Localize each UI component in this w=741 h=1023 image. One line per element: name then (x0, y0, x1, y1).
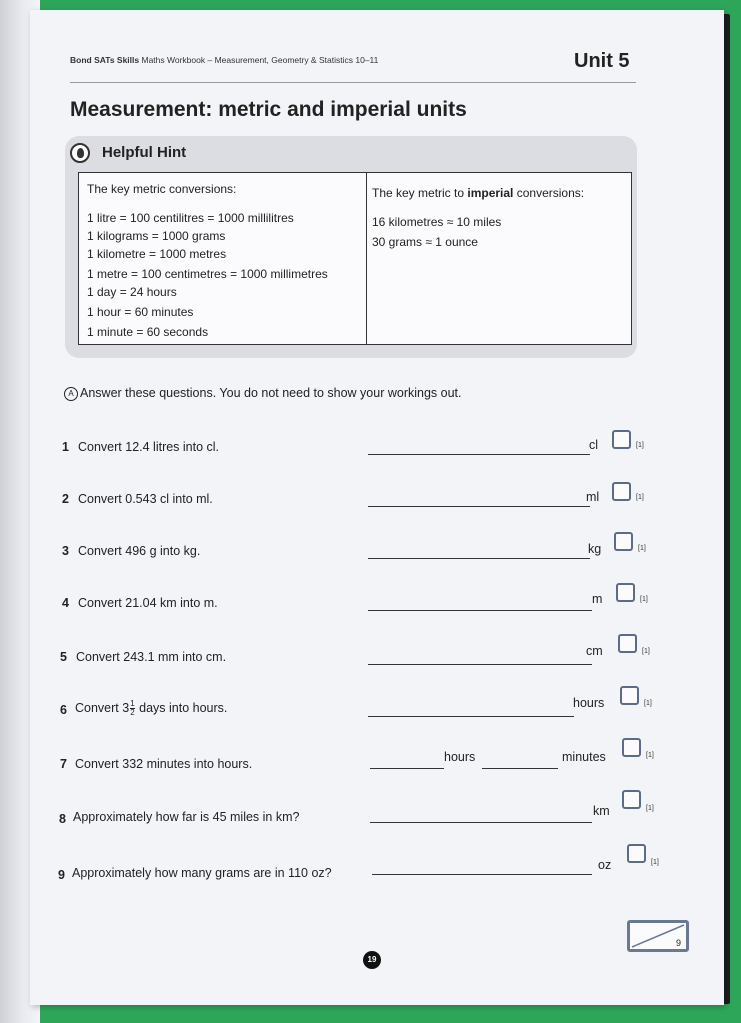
mark-value: [1] (646, 805, 654, 812)
answer-line-hours[interactable] (370, 768, 444, 769)
metric-conversion: 1 hour = 60 minutes (87, 305, 194, 319)
answer-unit-hours: hours (444, 750, 476, 764)
question-number: 4 (62, 596, 69, 610)
answer-unit-minutes: minutes (562, 750, 606, 764)
question-text: Convert 0.543 cl into ml. (78, 492, 213, 506)
answer-unit: cl (589, 438, 599, 452)
mark-box[interactable] (627, 844, 646, 863)
mark-box[interactable] (622, 738, 641, 757)
answer-unit: oz (598, 858, 612, 872)
running-head (70, 55, 590, 65)
imperial-conversion: 16 kilometres ≈ 10 miles (372, 215, 502, 229)
book-title: Bond SATs Skills (70, 55, 140, 65)
answer-unit: kg (588, 542, 602, 556)
mark-box[interactable] (612, 482, 631, 501)
table-divider (366, 173, 367, 344)
question-text: Approximately how far is 45 miles in km? (73, 810, 300, 824)
answer-line[interactable] (368, 454, 590, 455)
question-text: Convert 332 minutes into hours. (75, 757, 253, 771)
total-score-box[interactable] (627, 920, 689, 952)
mark-value: [1] (644, 700, 652, 707)
answer-line-minutes[interactable] (482, 768, 558, 769)
answer-unit: km (593, 804, 610, 818)
question-text: Convert 243.1 mm into cm. (76, 650, 227, 664)
metric-conversion: 1 day = 24 hours (87, 285, 177, 299)
answer-line[interactable] (368, 610, 592, 611)
mark-box[interactable] (618, 634, 637, 653)
question-number: 7 (60, 757, 67, 771)
answer-line[interactable] (372, 874, 592, 875)
lightbulb-icon (70, 143, 90, 163)
metric-conversion: 1 kilometre = 1000 metres (87, 247, 227, 261)
mark-value: [1] (638, 545, 646, 552)
mark-value: [1] (642, 648, 650, 655)
mark-box[interactable] (620, 686, 639, 705)
answer-unit: ml (586, 490, 600, 504)
mark-value: [1] (636, 442, 644, 449)
page-title: Measurement: metric and imperial units (70, 98, 467, 121)
mark-value: [1] (646, 752, 654, 759)
answer-line[interactable] (368, 716, 574, 717)
mark-value: [1] (636, 494, 644, 501)
question-number: 3 (62, 544, 69, 558)
answer-unit: hours (573, 696, 605, 710)
answer-unit: m (592, 592, 603, 606)
section-marker: A (64, 387, 78, 401)
question-text: Convert 12.4 litres into cl. (78, 440, 220, 454)
header-rule (70, 82, 636, 83)
question-text: Convert 21.04 km into m. (78, 596, 218, 610)
question-number: 5 (60, 650, 67, 664)
question-number: 1 (62, 440, 69, 454)
metric-conversion: 1 minute = 60 seconds (87, 325, 209, 339)
question-number: 2 (62, 492, 69, 506)
mark-box[interactable] (614, 532, 633, 551)
answer-line[interactable] (368, 664, 592, 665)
unit-label: Unit 5 (574, 50, 630, 72)
metric-conversion: 1 litre = 100 centilitres = 1000 millilitres (87, 211, 294, 225)
conversion-table (78, 172, 632, 345)
question-number: 8 (59, 812, 66, 826)
mark-box[interactable] (612, 430, 631, 449)
page-number: 19 (363, 951, 381, 969)
imperial-heading: The key metric to imperial conversions: (372, 186, 585, 200)
imperial-conversion: 30 grams ≈ 1 ounce (372, 235, 478, 249)
instruction-text: Answer these questions. You do not need to show your workings out. (80, 386, 462, 400)
question-number: 9 (58, 868, 65, 882)
question-text: Convert 496 g into kg. (78, 544, 201, 558)
mark-value: [1] (640, 596, 648, 603)
hint-title: Helpful Hint (102, 144, 187, 161)
question-text: Approximately how many grams are in 110 oz? (72, 866, 332, 880)
answer-line[interactable] (368, 506, 590, 507)
mark-box[interactable] (622, 790, 641, 809)
answer-line[interactable] (370, 822, 592, 823)
metric-conversion: 1 kilograms = 1000 grams (87, 229, 226, 243)
answer-line[interactable] (368, 558, 590, 559)
book-subtitle: Maths Workbook – Measurement, Geometry & Statistics 10–11 (141, 55, 379, 65)
fraction-one-half: $\frac{1}{2}$ (130, 699, 135, 717)
question-number: 6 (60, 703, 67, 717)
mark-box[interactable] (616, 583, 635, 602)
instruction (64, 386, 462, 401)
workbook-page (30, 10, 724, 1005)
mark-value: [1] (651, 859, 659, 866)
answer-unit: cm (586, 644, 603, 658)
question-text: Convert 3 $\frac{1}{2}$ days into hours. (75, 699, 228, 717)
total-score: 9 (675, 938, 681, 948)
metric-heading: The key metric conversions: (87, 182, 237, 196)
metric-conversion: 1 metre = 100 centimetres = 1000 millimetres (87, 267, 328, 281)
